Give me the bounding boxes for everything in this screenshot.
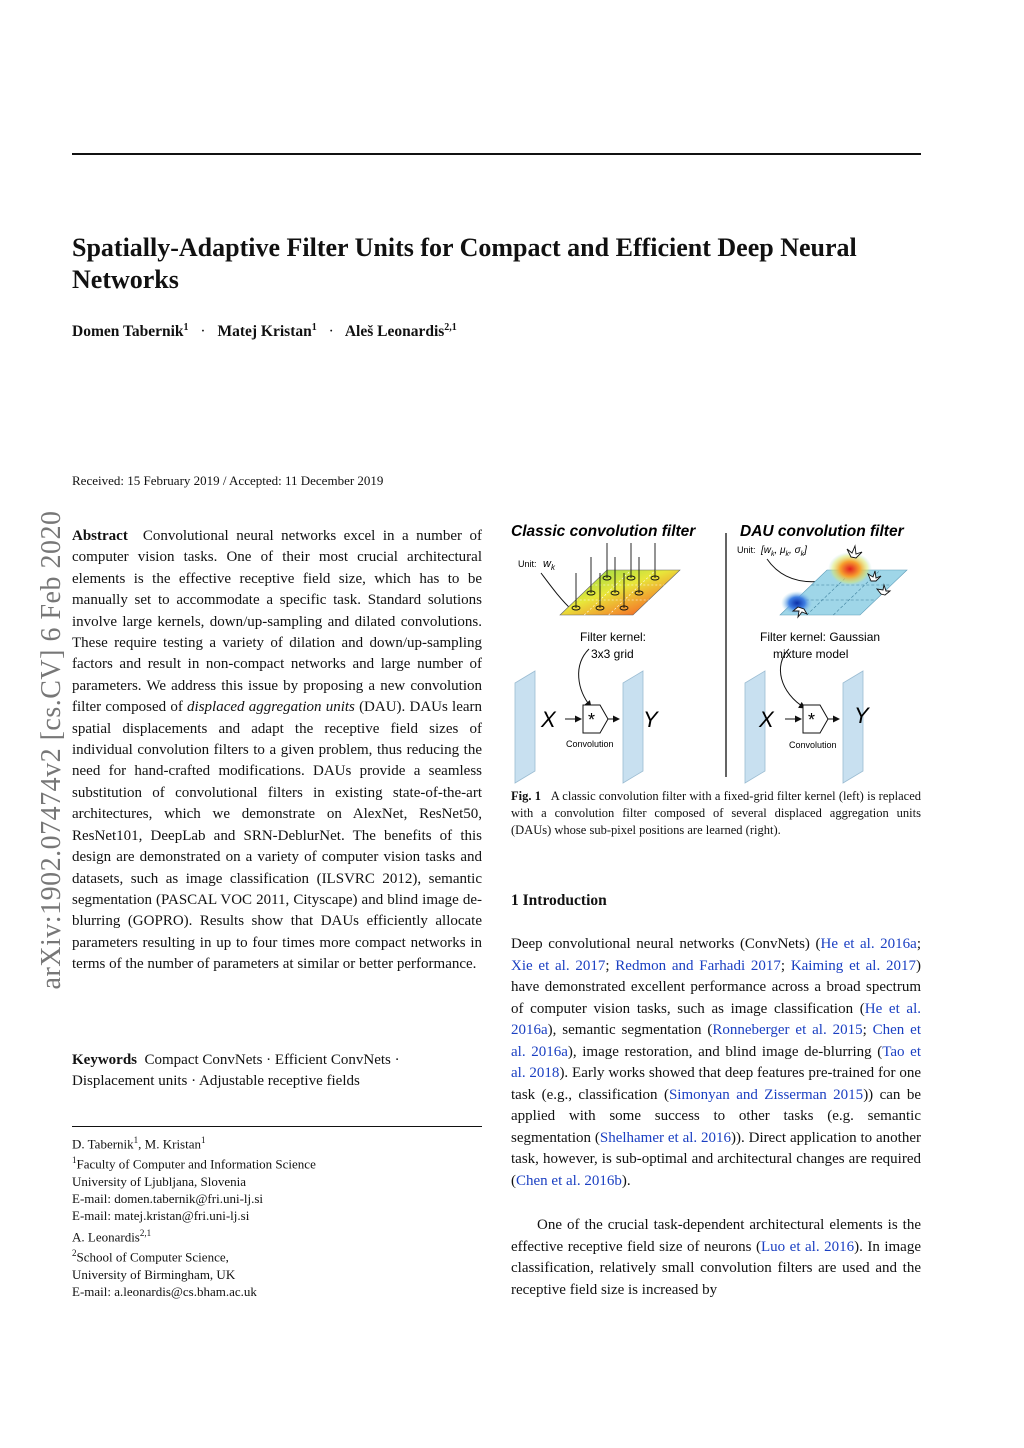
left-input-map xyxy=(515,671,535,783)
footnote-email: E-mail: a.leonardis@cs.bham.ac.uk xyxy=(72,1283,257,1299)
left-conv-operator xyxy=(583,705,608,733)
right-kernel-label: Filter kernel: Gaussian xyxy=(760,630,881,644)
paragraph-text: )). Direct application to another task, however, is sub-optimal and architectural changes are required ( xyxy=(511,1129,921,1189)
intro-paragraph-2 xyxy=(511,1215,921,1301)
abstract-emphasis: displaced aggregation units xyxy=(187,699,355,716)
footnote-line: University of Birmingham, UK xyxy=(72,1266,236,1282)
footnote-name: D. Tabernik xyxy=(72,1136,134,1152)
paragraph-text: ; xyxy=(605,957,616,974)
figure-left-title: Classic convolution filter xyxy=(511,523,696,540)
footnote-name: A. Leonardis xyxy=(72,1229,140,1245)
left-conv-label: Convolution xyxy=(566,739,614,749)
received-date: Received: 15 February 2019 / Accepted: 11 December 2019 xyxy=(72,473,384,488)
intro-paragraph-1 xyxy=(511,934,921,1192)
footnote-sup: 1 xyxy=(133,1135,139,1145)
left-kernel-label: Filter kernel: xyxy=(580,630,647,644)
footnote-affiliation-2 xyxy=(72,1225,482,1300)
footnote-affiliation: School of Computer Science, xyxy=(76,1249,229,1265)
paragraph-text: ). Early works showed that deep features pre-trained for one task (e.g., classification ( xyxy=(511,1065,921,1103)
keywords-text: Compact ConvNets · Efficient ConvNets · Displacement units · Adjustable receptive fields xyxy=(72,1052,400,1090)
right-unit-label: Unit: xyxy=(737,545,756,555)
footnote-rule xyxy=(72,1126,482,1127)
paragraph-text: One of the crucial task-dependent architectural elements is the effective receptive field size of neurons ( xyxy=(511,1217,921,1255)
section-number: 1 xyxy=(511,892,519,909)
paper-title: Spatially-Adaptive Filter Units for Compact and Efficient Deep Neural Networks xyxy=(72,233,857,294)
citation-link[interactable]: Tao et al. 2018 xyxy=(511,1043,921,1081)
footnote-sup: 2 xyxy=(72,1248,77,1259)
paragraph-text: )) can be applied with some success to other tasks (e.g. semantic segmentation ( xyxy=(511,1086,921,1146)
right-conv-symbol: * xyxy=(808,710,816,730)
abstract-label: Abstract xyxy=(72,528,128,544)
abstract-text: (DAU). DAUs learn spatial displacements and adapt the receptive field sizes of individual convolution filters to a given problem, thus reducing the need for hand-crafted modifications. DAUs provide a seamless substitution of convolutional filters in existing state-of-the-art architectures, which we demonstrate on AlexNet, ResNet50, ResNet101, DeepLab and SRN-DeblurNet. The benefits of this design are demonstrated on a variety of computer vision tasks and datasets, such as image classification (ILSVRC 2012), semantic segmentation (PASCAL VOC 2011, Cityscape) and blind image de-blurring (GOPRO). Results show that DAUs efficiently allocate parameters resulting in up to four times more compact networks in terms of the number of parameters at similar or better performance. xyxy=(72,699,482,973)
left-unit-label: Unit: xyxy=(518,559,537,569)
footnote-email: E-mail: domen.tabernik@fri.uni-lj.si xyxy=(72,1190,264,1206)
citation-link[interactable]: Chen et al. 2016a xyxy=(511,1022,921,1060)
footnote-affiliation: Faculty of Computer and Information Science xyxy=(76,1156,316,1172)
paragraph-text: ; xyxy=(916,936,921,952)
author-affiliation: 1 xyxy=(311,322,317,333)
section-title: Introduction xyxy=(522,892,607,909)
citation-link[interactable]: Shelhamer et al. 2016 xyxy=(599,1129,732,1146)
left-kernel-arrow xyxy=(579,649,591,707)
citation-link[interactable]: He et al. 2016a xyxy=(820,936,917,952)
citation-link[interactable]: Simonyan and Zisserman 2015 xyxy=(668,1086,864,1103)
author-list xyxy=(72,322,457,341)
abstract-text: Convolutional neural networks excel in a number of computer vision tasks. One of their most crucial architectural elements is the effective receptive field size, which has to be manually set to accommodate a specific task. Standard solutions involve large kernels, down/up-sampling and dilated convolutions. These require testing a variety of dilation and down/up-sampling factors and result in non-compact networks and large number of parameters. We address this issue by proposing a new convolution filter composed of xyxy=(72,528,483,716)
citation-link[interactable]: Chen et al. 2016b xyxy=(516,1172,622,1189)
figure-dau-diagram xyxy=(505,515,925,785)
citation-link[interactable]: Kaiming et al. 2017 xyxy=(790,957,916,974)
footnote-name: , M. Kristan xyxy=(138,1136,202,1152)
citation-link[interactable]: Ronneberger et al. 2015 xyxy=(712,1022,863,1038)
abstract xyxy=(72,526,482,976)
caption-text: A classic convolution filter with a fixed-grid filter kernel (left) is replaced with a convolution filter composed of several displaced aggregation units (DAUs) whose sub-pixel positions are learned (right). xyxy=(511,789,922,837)
grid-kernel xyxy=(560,543,680,615)
paragraph-text: ), image restoration, and blind image de-blurring ( xyxy=(567,1043,883,1060)
footnote-affiliation-1 xyxy=(72,1132,482,1224)
gaussian-kernel xyxy=(780,546,907,617)
footnote-sup: 1 xyxy=(72,1155,77,1166)
keywords xyxy=(72,1050,482,1093)
footnote-sup: 2,1 xyxy=(139,1228,152,1238)
paragraph-text: ). xyxy=(621,1172,631,1189)
caption-label: Fig. 1 xyxy=(511,789,541,803)
author-name: Aleš Leonardis xyxy=(344,323,445,341)
right-x-symbol: X xyxy=(759,707,774,732)
author-name: Domen Tabernik xyxy=(72,323,184,341)
separator-dot: · xyxy=(200,323,206,341)
citation-link[interactable]: Xie et al. 2017 xyxy=(511,957,606,974)
left-kernel-label: 3x3 grid xyxy=(591,647,634,661)
author-name: Matej Kristan xyxy=(217,323,312,341)
citation-link[interactable]: Redmon and Farhadi 2017 xyxy=(615,957,781,974)
right-conv-label: Convolution xyxy=(789,740,837,750)
figure-right-title: DAU convolution filter xyxy=(740,523,904,540)
left-unit-param: $w_k$ xyxy=(543,558,555,572)
author-affiliation: 2,1 xyxy=(444,322,457,333)
paragraph-text: ) have demonstrated excellent performance across a broad spectrum of computer vision tasks, such as image classification ( xyxy=(511,957,921,1017)
separator-dot: · xyxy=(328,323,334,341)
paragraph-text: Deep convolutional neural networks (ConvNets) ( xyxy=(511,936,821,952)
left-y-symbol: Y xyxy=(643,707,658,732)
footnote-email: E-mail: matej.kristan@fri.uni-lj.si xyxy=(72,1207,250,1223)
left-conv-symbol: * xyxy=(588,710,596,730)
figure-caption xyxy=(511,788,921,839)
header-rule xyxy=(72,153,921,155)
section-heading xyxy=(511,892,607,910)
paragraph-text: ; xyxy=(780,957,791,974)
right-y-symbol: Y xyxy=(854,703,869,728)
left-x-symbol: X xyxy=(541,707,556,732)
right-conv-operator xyxy=(803,705,828,733)
footnote-sup: 1 xyxy=(201,1135,206,1145)
right-unit-params: [$w_k$, $\mu_k$, $\sigma_k$] xyxy=(761,545,807,558)
author-affiliation: 1 xyxy=(183,322,189,333)
paragraph-text: ; xyxy=(862,1022,873,1038)
footnote-line: University of Ljubljana, Slovenia xyxy=(72,1173,247,1189)
citation-link[interactable]: He et al. 2016a xyxy=(511,1000,921,1038)
paragraph-text: ). In image classification, relatively small convolution filters are used and the receptive field size is increased by xyxy=(511,1238,922,1298)
left-output-map xyxy=(623,671,643,783)
citation-link[interactable]: Luo et al. 2016 xyxy=(761,1238,855,1255)
right-kernel-label: mixture model xyxy=(773,647,849,661)
left-unit-arrow xyxy=(541,573,573,611)
paragraph-text: ), semantic segmentation ( xyxy=(547,1022,713,1038)
arxiv-stamp: arXiv:1902.07474v2 [cs.CV] 6 Feb 2020 xyxy=(36,510,67,990)
keywords-label: Keywords xyxy=(72,1052,137,1068)
